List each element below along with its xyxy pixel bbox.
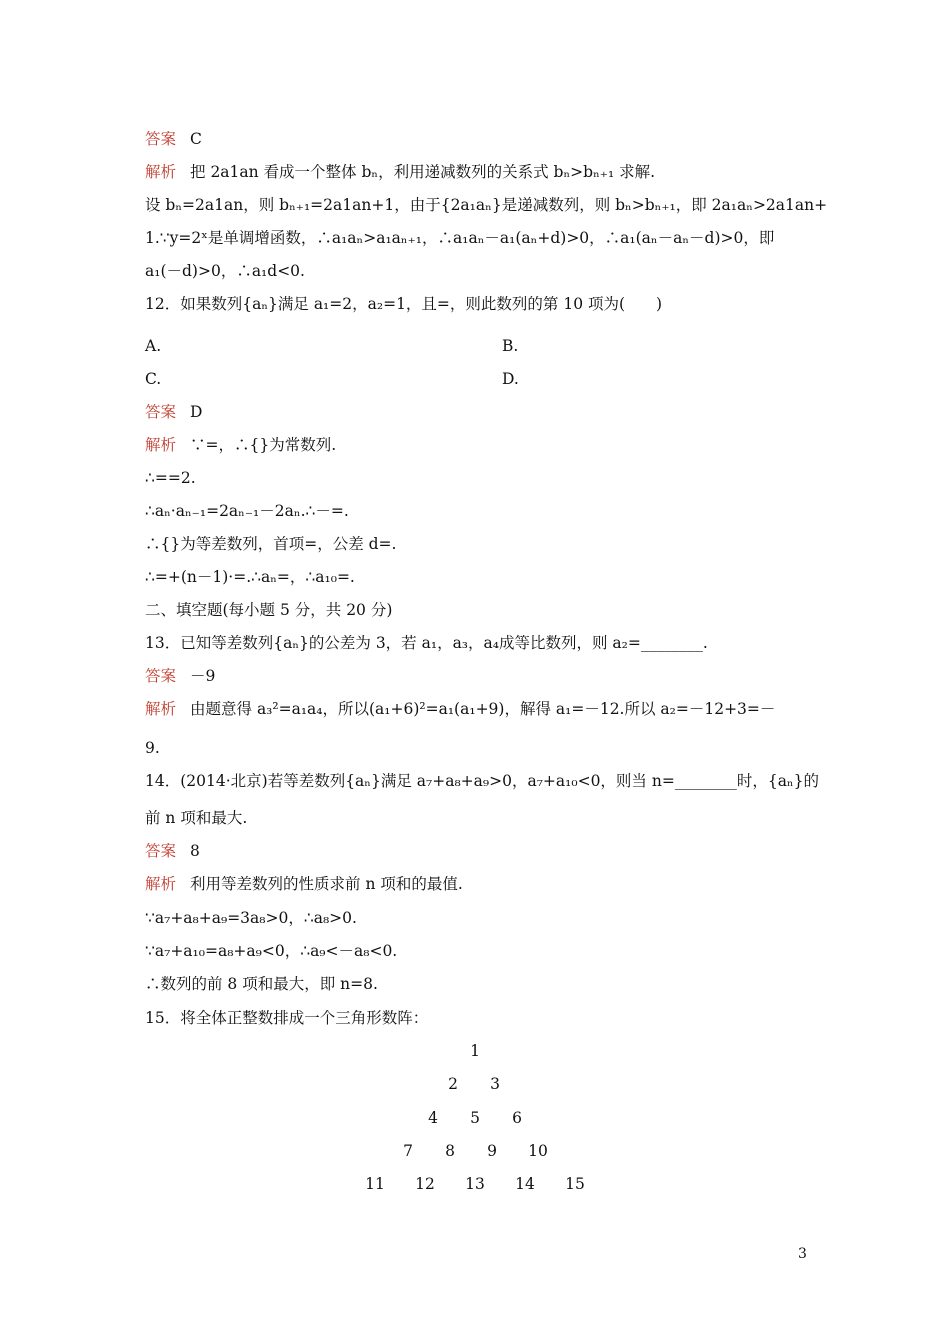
triangle-number: 13 [465, 1175, 485, 1193]
q14-answer-line [145, 840, 200, 862]
q11-text-line: 1.∵y=2ˣ是单调增函数，∴a₁aₙ>a₁aₙ₊₁，∴a₁aₙ－a₁(aₙ+d)>0，∴a₁(aₙ－aₙ－d)>0，即 [145, 229, 775, 247]
q12-text-line: ∴aₙ·aₙ₋₁=2aₙ₋₁－2aₙ.∴－=. [145, 502, 349, 520]
analysis-text: 由题意得 a₃²=a₁a₄，所以(a₁+6)²=a₁(a₁+9)，解得 a₁=－12.所以 a₂=－12+3=－ [190, 700, 776, 718]
analysis-label: 解析 [145, 163, 177, 181]
answer-label: 答案 [145, 403, 177, 421]
triangle-number: 4 [428, 1109, 438, 1127]
analysis-label: 解析 [145, 436, 177, 454]
analysis-text: ∵=，∴{}为常数列. [190, 436, 337, 454]
answer-value: －9 [190, 667, 216, 685]
analysis-label: 解析 [145, 700, 177, 718]
q14-text-line: ∵a₇+a₈+a₉=3a₈>0，∴a₈>0. [145, 909, 357, 927]
triangle-number: 14 [515, 1175, 535, 1193]
triangle-number: 1 [470, 1042, 480, 1060]
answer-label: 答案 [145, 842, 177, 860]
answer-label: 答案 [145, 667, 177, 685]
analysis-text: 把 2a1an 看成一个整体 bₙ，利用递减数列的关系式 bₙ>bₙ₊₁ 求解. [190, 163, 656, 181]
q12-option-d: D. [502, 370, 519, 388]
q14-text-line: 前 n 项和最大. [145, 809, 248, 827]
answer-value: D [190, 403, 203, 421]
q12-option-a: A. [145, 337, 162, 355]
analysis-label: 解析 [145, 875, 177, 893]
q12-text-line: ∴==2. [145, 469, 196, 487]
answer-value: 8 [190, 842, 200, 860]
triangle-number: 7 [403, 1142, 413, 1160]
q13-stem: 13．已知等差数列{aₙ}的公差为 3，若 a₁，a₃，a₄成等比数列，则 a₂=________. [145, 634, 708, 652]
triangle-number: 2 [448, 1075, 458, 1093]
triangle-number: 5 [470, 1109, 480, 1127]
q12-option-c: C. [145, 370, 162, 388]
q12-option-b: B. [502, 337, 519, 355]
q13-answer-line [145, 665, 215, 687]
section-heading: 二、填空题(每小题 5 分，共 20 分) [145, 601, 393, 619]
triangle-number: 11 [365, 1175, 385, 1193]
triangle-number: 6 [512, 1109, 522, 1127]
triangle-number: 8 [445, 1142, 455, 1160]
q12-analysis-line [145, 434, 336, 456]
q13-text-line: 9. [145, 739, 160, 757]
q12-answer-line [145, 401, 202, 423]
q11-text-line: a₁(－d)>0，∴a₁d<0. [145, 262, 305, 280]
q11-answer-line [145, 128, 202, 150]
answer-value: C [190, 130, 202, 148]
triangle-number: 10 [528, 1142, 548, 1160]
triangle-number: 3 [490, 1075, 500, 1093]
q14-text-line: ∴数列的前 8 项和最大，即 n=8. [145, 975, 378, 993]
q12-text-line: ∴=+(n－1)·=.∴aₙ=，∴a₁₀=. [145, 568, 355, 586]
q11-text-line: 设 bₙ=2a1an，则 bₙ₊₁=2a1an+1，由于{2a₁aₙ}是递减数列，则 bₙ>bₙ₊₁，即 2a₁aₙ>2a1an+ [145, 196, 828, 214]
q14-analysis-line [145, 873, 463, 895]
triangle-number: 12 [415, 1175, 435, 1193]
q15-stem: 15．将全体正整数排成一个三角形数阵： [145, 1009, 429, 1027]
triangle-number: 9 [487, 1142, 497, 1160]
q14-stem: 14．(2014·北京)若等差数列{aₙ}满足 a₇+a₈+a₉>0，a₇+a₁₀<0，则当 n=________时，{aₙ}的 [145, 772, 820, 790]
q11-analysis-line [145, 161, 655, 183]
triangle-number: 15 [565, 1175, 585, 1193]
q14-text-line: ∵a₇+a₁₀=a₈+a₉<0，∴a₉<－a₈<0. [145, 942, 398, 960]
q12-text-line: ∴{}为等差数列，首项=，公差 d=. [145, 535, 397, 553]
q12-stem: 12．如果数列{aₙ}满足 a₁=2，a₂=1，且=，则此数列的第 10 项为( ) [145, 295, 663, 313]
q13-analysis-line [145, 698, 775, 720]
answer-label: 答案 [145, 130, 177, 148]
page-number: 3 [798, 1246, 807, 1262]
analysis-text: 利用等差数列的性质求前 n 项和的最值. [190, 875, 463, 893]
